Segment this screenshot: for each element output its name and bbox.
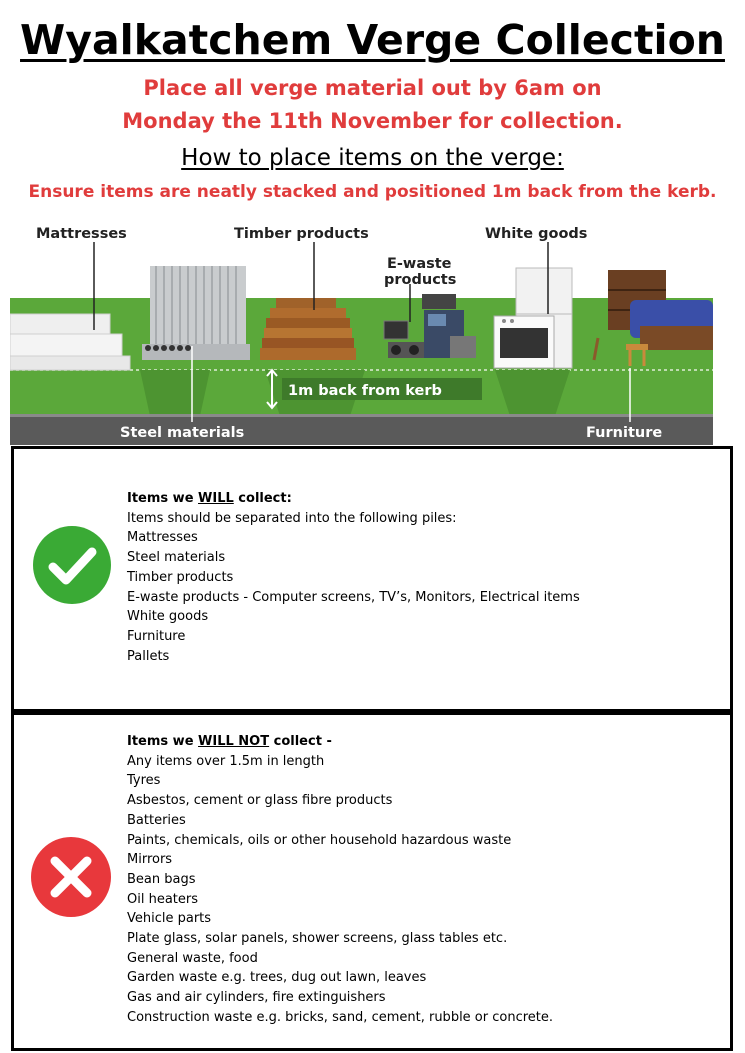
- list-item: Plate glass, solar panels, shower screens, glass tables etc.: [127, 931, 508, 947]
- list-item: Tyres: [127, 773, 161, 789]
- white-goods-pile: [494, 268, 572, 368]
- list-item: Furniture: [127, 628, 186, 644]
- will-collect-list: [127, 489, 580, 666]
- steel-pile: [142, 266, 250, 360]
- list-item: E-waste products - Computer screens, TV’s, Monitors, Electrical items: [127, 589, 580, 605]
- pile-shadow: [140, 370, 210, 416]
- will-not-collect-list: [127, 732, 553, 1028]
- list-item: Batteries: [127, 812, 186, 828]
- will-not-collect-heading: Items we WILL NOT collect -: [127, 734, 332, 749]
- label-white-goods: White goods: [485, 226, 588, 242]
- list-item: Mattresses: [127, 530, 198, 546]
- list-item: Asbestos, cement or glass fibre products: [127, 793, 393, 809]
- list-item: Construction waste e.g. bricks, sand, cement, rubble or concrete.: [127, 1009, 554, 1025]
- notice-line-1: Place all verge material out by 6am on: [143, 76, 602, 100]
- check-circle-icon: [32, 525, 112, 605]
- list-item: Steel materials: [127, 550, 226, 566]
- will-collect-intro: Items should be separated into the following piles:: [127, 510, 457, 526]
- page-title: Wyalkatchem Verge Collection: [20, 16, 725, 64]
- list-item: Paints, chemicals, oils or other household hazardous waste: [127, 832, 512, 848]
- will-not-collect-panel: [11, 712, 733, 1051]
- list-item: General waste, food: [127, 950, 258, 966]
- will-collect-heading: Items we WILL collect:: [127, 491, 292, 506]
- notice-line-2: Monday the 11th November for collection.: [122, 109, 623, 133]
- ensure-notice: Ensure items are neatly stacked and positioned 1m back from the kerb.: [28, 182, 717, 202]
- label-steel: Steel materials: [120, 425, 245, 441]
- list-item: Gas and air cylinders, fire extinguishers: [127, 990, 386, 1006]
- list-item: Garden waste e.g. trees, dug out lawn, leaves: [127, 970, 427, 986]
- cross-circle-icon: [30, 836, 112, 918]
- label-kerb: 1m back from kerb: [288, 383, 442, 399]
- label-ewaste-1: E-waste: [387, 256, 452, 272]
- label-timber: Timber products: [234, 226, 369, 242]
- list-item: White goods: [127, 609, 209, 625]
- list-item: Any items over 1.5m in length: [127, 753, 325, 769]
- list-item: Oil heaters: [127, 891, 199, 907]
- verge-illustration: [10, 218, 713, 445]
- list-item: Vehicle parts: [127, 911, 212, 927]
- will-collect-panel: [11, 446, 733, 712]
- label-furniture: Furniture: [586, 425, 663, 441]
- road-kerb: [10, 414, 713, 417]
- howto-heading: How to place items on the verge:: [181, 145, 564, 171]
- list-item: Pallets: [127, 648, 170, 664]
- label-ewaste-2: products: [384, 272, 457, 288]
- list-item: Mirrors: [127, 852, 173, 868]
- list-item: Bean bags: [127, 871, 196, 887]
- label-mattresses: Mattresses: [36, 226, 127, 242]
- list-item: Timber products: [127, 569, 234, 585]
